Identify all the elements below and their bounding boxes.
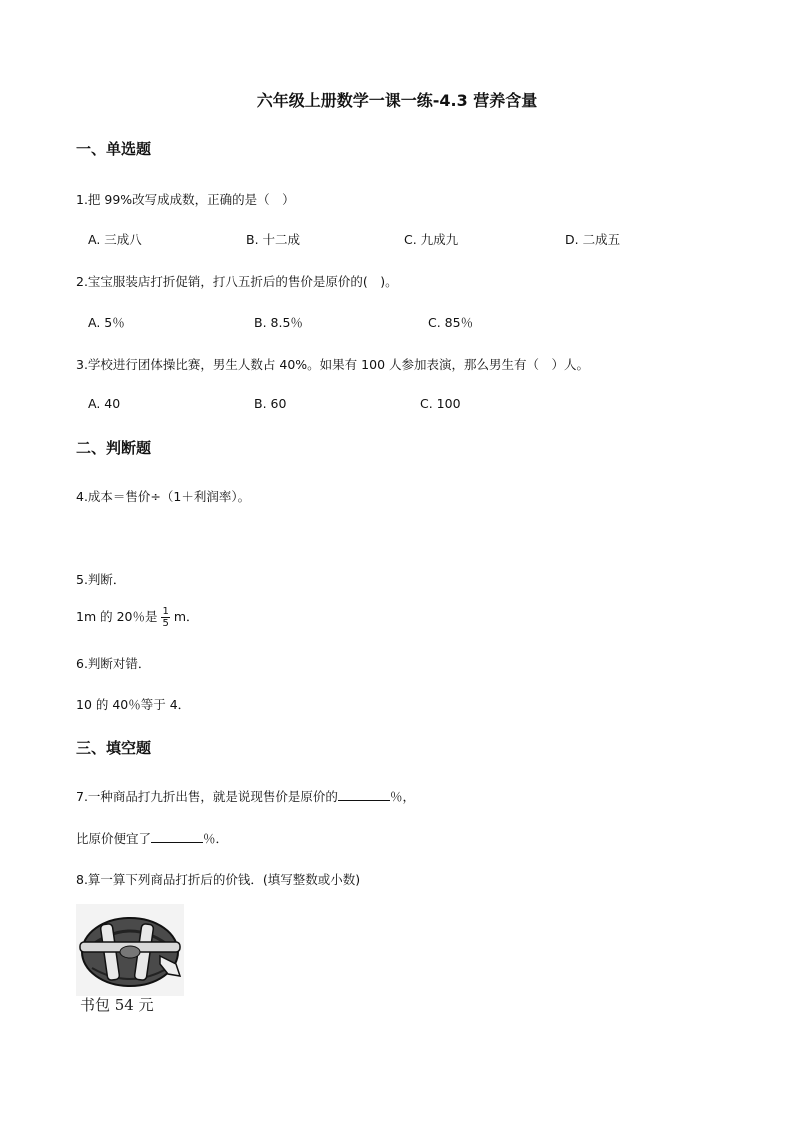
q2-option-a[interactable]: A. 5％ [88,315,125,330]
fraction-numerator: 1 [162,606,169,617]
section-heading-fill-blank: 三、填空题 [76,739,152,757]
page-title: 六年级上册数学一课一练-4.3 营养含量 [256,91,538,110]
answer-blank[interactable] [338,788,390,801]
q7-line2-pre: 比原价便宜了 [76,831,152,846]
question-7-line-2 [76,829,228,847]
question-8: 8.算一算下列商品打折后的价钱．(填写整数或小数) [76,872,361,887]
question-1: 1.把 99%改写成成数，正确的是（ ） [76,192,295,207]
q3-option-a[interactable]: A. 40 [88,396,121,411]
schoolbag-icon [76,904,184,996]
question-5-statement [76,606,199,629]
section-heading-true-false: 二、判断题 [76,439,152,457]
q3-option-b[interactable]: B. 60 [254,396,287,411]
section-heading-single-choice: 一、单选题 [76,140,152,158]
q7-line2-post: ％． [203,831,229,846]
fraction [161,606,169,629]
question-6-statement: 10 的 40％等于 4． [76,697,191,712]
q7-line1-pre: 7.一种商品打九折出售，就是说现售价是原价的 [76,789,338,804]
fraction-denominator: 5 [162,618,169,629]
question-3: 3.学校进行团体操比赛，男生人数占 40%。如果有 100 人参加表演，那么男生有（ ）人。 [76,357,589,372]
answer-blank[interactable] [151,830,203,843]
question-5: 5.判断． [76,572,126,587]
q5-statement-post: m． [173,609,199,624]
q1-option-a[interactable]: A. 三成八 [88,232,142,247]
question-4: 4.成本＝售价÷（1＋利润率）。 [76,489,251,504]
schoolbag-caption: 书包 54 元 [80,996,154,1014]
q2-option-c[interactable]: C. 85％ [428,315,474,330]
q1-option-d[interactable]: D. 二成五 [565,232,621,247]
question-6: 6.判断对错． [76,656,151,671]
q5-statement-pre: 1m 的 20％是 [76,609,158,624]
question-2: 2.宝宝服装店打折促销，打八五折后的售价是原价的( )。 [76,274,398,289]
q3-option-c[interactable]: C. 100 [420,396,461,411]
schoolbag-figure [76,904,184,1016]
q1-option-c[interactable]: C. 九成九 [404,232,459,247]
q1-option-b[interactable]: B. 十二成 [246,232,301,247]
question-7-line-1 [76,787,415,805]
q2-option-b[interactable]: B. 8.5％ [254,315,303,330]
q7-line1-post: ％， [389,789,415,804]
